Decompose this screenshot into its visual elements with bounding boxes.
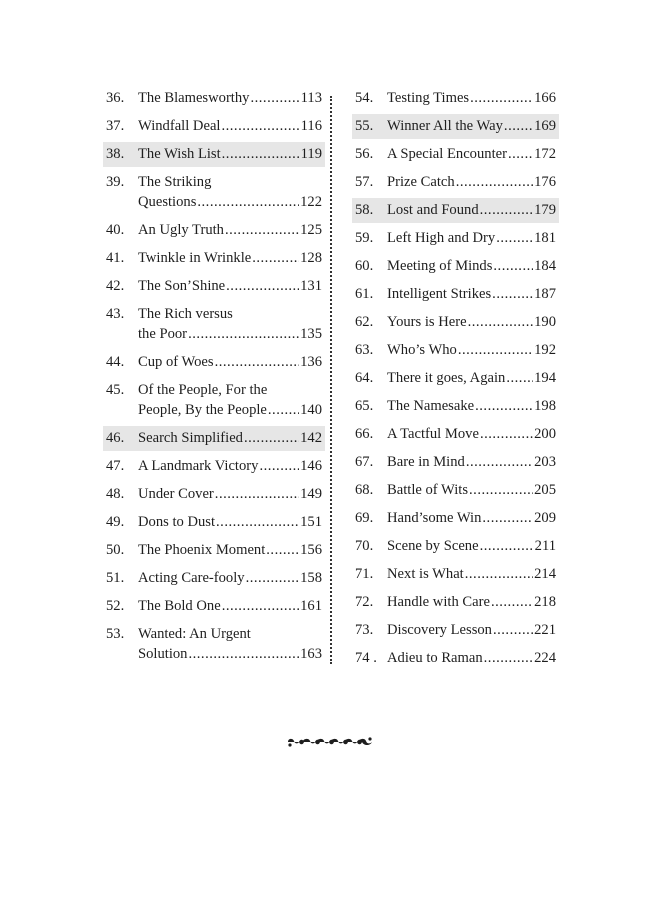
toc-entry-title: Wanted: An Urgent — [138, 626, 251, 642]
toc-entry-body — [138, 380, 325, 420]
dot-leader — [492, 284, 533, 304]
toc-entry-body — [387, 592, 559, 612]
toc-entry-number: 55. — [355, 118, 374, 134]
toc-entry-number: 63. — [355, 342, 374, 358]
toc-entry-line — [387, 452, 559, 472]
toc-entry-page: 176 — [534, 174, 556, 190]
toc-entry-title: Battle of Wits — [387, 482, 469, 498]
toc-entry-line — [387, 172, 559, 192]
toc-entry-number: 57. — [355, 174, 374, 190]
toc-entry[interactable] — [352, 226, 559, 251]
toc-entry-number: 68. — [355, 482, 374, 498]
toc-entry-line — [138, 568, 325, 588]
toc-entry[interactable] — [352, 142, 559, 167]
toc-entry-body — [138, 540, 325, 560]
toc-entry-page: 203 — [534, 454, 556, 470]
toc-entry-number: 49. — [106, 514, 125, 530]
toc-entry-line — [138, 172, 325, 192]
toc-entry-line — [387, 396, 559, 416]
dot-leader — [468, 312, 534, 332]
toc-entry[interactable] — [352, 506, 559, 531]
toc-entry-number: 50. — [106, 542, 125, 558]
toc-entry-title: A Special Encounter — [387, 146, 507, 162]
toc-entry-body — [387, 452, 559, 472]
toc-entry-page: 166 — [534, 90, 556, 106]
toc-entry-number: 53. — [106, 626, 125, 642]
toc-entry-page: 179 — [534, 202, 556, 218]
toc-entry-body — [387, 88, 559, 108]
toc-entry-body — [387, 200, 559, 220]
toc-entry-body — [138, 172, 325, 212]
toc-entry-body — [387, 396, 559, 416]
toc-entry-line — [387, 536, 559, 556]
toc-entry[interactable] — [103, 274, 325, 299]
toc-entry-page: 136 — [300, 354, 322, 370]
toc-entry-title: Windfall Deal — [138, 118, 221, 134]
toc-entry-page: 140 — [300, 402, 322, 418]
toc-entry[interactable] — [352, 394, 559, 419]
toc-entry-title: An Ugly Truth — [138, 222, 224, 238]
toc-entry[interactable] — [352, 254, 559, 279]
dot-leader — [493, 620, 533, 640]
toc-entry-body — [138, 88, 325, 108]
toc-entry-number: 61. — [355, 286, 374, 302]
toc-entry-body — [387, 228, 559, 248]
toc-entry-number: 54. — [355, 90, 374, 106]
toc-entry-body — [138, 568, 325, 588]
toc-entry-number: 42. — [106, 278, 125, 294]
toc-entry-body — [138, 484, 325, 504]
toc-entry[interactable] — [352, 478, 559, 503]
dot-leader — [480, 424, 533, 444]
toc-entry[interactable] — [103, 566, 325, 591]
toc-entry-line — [387, 256, 559, 276]
toc-entry-line — [138, 596, 325, 616]
toc-entry-title: The Namesake — [387, 398, 475, 414]
toc-entry-page: 119 — [300, 146, 322, 162]
toc-entry-body — [387, 648, 559, 668]
toc-entry-page: 224 — [534, 650, 556, 666]
toc-entry-page: 169 — [534, 118, 556, 134]
toc-entry-line — [387, 592, 559, 612]
dot-leader — [508, 144, 533, 164]
toc-entry-line — [387, 312, 559, 332]
toc-entry-number: 37. — [106, 118, 125, 134]
toc-entry-title: Who’s Who — [387, 342, 457, 358]
toc-entry-line — [138, 540, 325, 560]
dot-leader — [225, 220, 299, 240]
toc-entry-title: Under Cover — [138, 486, 214, 502]
toc-entry-title: the Poor — [138, 326, 188, 342]
toc-entry-number: 59. — [355, 230, 374, 246]
toc-entry[interactable] — [103, 246, 325, 271]
toc-entry[interactable] — [352, 646, 559, 671]
toc-entry-number: 41. — [106, 250, 125, 266]
toc-entry-title: The Rich versus — [138, 306, 233, 322]
toc-entry[interactable] — [352, 198, 559, 223]
dot-leader — [197, 192, 299, 212]
toc-entry-body — [387, 536, 559, 556]
dot-leader — [215, 484, 299, 504]
toc-entry-number: 66. — [355, 426, 374, 442]
toc-entry-line — [138, 512, 325, 532]
toc-entry-title: Left High and Dry — [387, 230, 496, 246]
toc-entry-title: The Wish List — [138, 146, 221, 162]
toc-entry-number: 64. — [355, 370, 374, 386]
column-divider — [330, 96, 332, 664]
toc-entry[interactable] — [352, 282, 559, 307]
toc-entry-title: A Landmark Victory — [138, 458, 259, 474]
toc-entry[interactable] — [352, 534, 559, 559]
toc-entry-body — [387, 256, 559, 276]
toc-entry-page: 211 — [534, 538, 556, 554]
toc-entry-body — [387, 144, 559, 164]
toc-entry-line — [138, 624, 325, 644]
dot-leader — [246, 568, 300, 588]
dot-leader — [469, 480, 533, 500]
toc-entry-number: 38. — [106, 146, 125, 162]
toc-entry-number: 40. — [106, 222, 125, 238]
toc-entry-page: 198 — [534, 398, 556, 414]
toc-entry-title: Discovery Lesson — [387, 622, 492, 638]
dot-leader — [250, 88, 299, 108]
toc-entry-title: Solution — [138, 646, 188, 662]
toc-entry-page: 209 — [534, 510, 556, 526]
toc-entry-number: 51. — [106, 570, 125, 586]
toc-entry[interactable] — [103, 378, 325, 423]
toc-entry-line — [387, 284, 559, 304]
toc-entry-title: People, By the People — [138, 402, 267, 418]
dot-leader — [458, 340, 533, 360]
toc-entry-title: Intelligent Strikes — [387, 286, 492, 302]
toc-entry-page: 192 — [534, 342, 556, 358]
dot-leader — [222, 144, 300, 164]
toc-entry-title: Hand’some Win — [387, 510, 482, 526]
toc-entry-line — [387, 340, 559, 360]
toc-entry-title: Twinkle in Wrinkle — [138, 250, 252, 266]
toc-entry-number: 60. — [355, 258, 374, 274]
dot-leader — [480, 536, 534, 556]
toc-entry-title: Bare in Mind — [387, 454, 465, 470]
toc-entry-line — [387, 620, 559, 640]
toc-entry[interactable] — [352, 422, 559, 447]
dot-leader — [222, 596, 299, 616]
toc-entry-body — [138, 276, 325, 296]
toc-entry-number: 73. — [355, 622, 374, 638]
toc-entry-title: Dons to Dust — [138, 514, 216, 530]
toc-entry-body — [138, 220, 325, 240]
toc-entry-title: Winner All the Way — [387, 118, 503, 134]
toc-entry-body — [387, 620, 559, 640]
dot-leader — [266, 540, 299, 560]
toc-entry[interactable] — [103, 622, 325, 667]
dot-leader — [482, 508, 533, 528]
toc-entry-page: 200 — [534, 426, 556, 442]
toc-entry-line — [387, 648, 559, 668]
dot-leader — [215, 352, 300, 372]
toc-entry[interactable] — [103, 86, 325, 111]
toc-entry-number: 44. — [106, 354, 125, 370]
toc-entry[interactable] — [352, 310, 559, 335]
toc-entry-body — [138, 596, 325, 616]
toc-entry-title: Of the People, For the — [138, 382, 268, 398]
toc-entry-page: 116 — [300, 118, 322, 134]
toc-entry-title: Yours is Here — [387, 314, 467, 330]
toc-entry-page: 156 — [300, 542, 322, 558]
toc-entry-page: 113 — [300, 90, 322, 106]
toc-entry-body — [387, 424, 559, 444]
toc-entry[interactable] — [352, 86, 559, 111]
toc-entry-line — [138, 248, 325, 268]
toc-entry-title: The Blamesworthy — [138, 90, 250, 106]
toc-entry-number: 65. — [355, 398, 374, 414]
toc-entry[interactable] — [103, 538, 325, 563]
toc-entry-line — [138, 456, 325, 476]
toc-entry[interactable] — [352, 562, 559, 587]
toc-column-right — [352, 86, 559, 674]
toc-entry-title: A Tactful Move — [387, 426, 479, 442]
toc-entry-body — [138, 512, 325, 532]
dot-leader — [188, 644, 299, 664]
toc-entry-body — [387, 564, 559, 584]
toc-entry-title: Adieu to Raman — [387, 650, 483, 666]
toc-entry[interactable] — [103, 302, 325, 347]
toc-entry-number: 71. — [355, 566, 374, 582]
toc-entry-line — [138, 380, 325, 400]
toc-entry-page: 125 — [300, 222, 322, 238]
toc-entry-page: 181 — [534, 230, 556, 246]
toc-entry-body — [138, 456, 325, 476]
toc-entry-body — [138, 144, 325, 164]
toc-entry-body — [387, 312, 559, 332]
toc-entry-line — [387, 228, 559, 248]
toc-entry-page: 172 — [534, 146, 556, 162]
dot-leader — [456, 172, 533, 192]
toc-entry[interactable] — [103, 482, 325, 507]
toc-entry-line — [138, 400, 325, 420]
toc-entry[interactable] — [352, 338, 559, 363]
toc-entry-title: Questions — [138, 194, 197, 210]
toc-entry[interactable] — [352, 170, 559, 195]
toc-entry-line — [387, 508, 559, 528]
toc-entry-body — [387, 116, 559, 136]
toc-entry-body — [138, 428, 325, 448]
dot-leader — [475, 396, 533, 416]
toc-column-left — [103, 86, 325, 670]
toc-entry[interactable] — [103, 426, 325, 451]
toc-entry-line — [138, 192, 325, 212]
toc-entry-number: 43. — [106, 306, 125, 322]
toc-entry-page: 135 — [300, 326, 322, 342]
toc-entry-line — [387, 564, 559, 584]
dot-leader — [480, 200, 533, 220]
toc-entry-body — [138, 352, 325, 372]
toc-entry-number: 74 . — [355, 650, 377, 666]
toc-entry-line — [387, 368, 559, 388]
toc-entry-page: 142 — [300, 430, 322, 446]
toc-entry[interactable] — [103, 170, 325, 215]
toc-entry[interactable] — [103, 218, 325, 243]
toc-entry-title: The Bold One — [138, 598, 221, 614]
toc-entry-title: Cup of Woes — [138, 354, 214, 370]
toc-entry-page: 205 — [534, 482, 556, 498]
toc-entry-number: 67. — [355, 454, 374, 470]
toc-entry-number: 47. — [106, 458, 125, 474]
toc-entry-page: 190 — [534, 314, 556, 330]
toc-entry-page: 163 — [300, 646, 322, 662]
toc-entry-body — [387, 172, 559, 192]
toc-entry-line — [138, 304, 325, 324]
dot-leader — [188, 324, 299, 344]
toc-entry-line — [138, 484, 325, 504]
toc-entry-line — [138, 644, 325, 664]
toc-entry[interactable] — [103, 350, 325, 375]
dot-leader — [252, 248, 299, 268]
toc-entry-page: 122 — [300, 194, 322, 210]
toc-entry-number: 39. — [106, 174, 125, 190]
dot-leader — [470, 88, 533, 108]
dot-leader — [259, 456, 299, 476]
toc-entry-body — [387, 368, 559, 388]
toc-entry[interactable] — [352, 590, 559, 615]
toc-entry[interactable] — [352, 618, 559, 643]
toc-entry-body — [138, 304, 325, 344]
toc-entry-page: 221 — [534, 622, 556, 638]
dot-leader — [484, 648, 533, 668]
dot-leader — [496, 228, 533, 248]
toc-entry-title: The Phoenix Moment — [138, 542, 266, 558]
toc-entry[interactable] — [103, 454, 325, 479]
toc-entry-body — [138, 248, 325, 268]
toc-entry-line — [138, 324, 325, 344]
toc-entry-line — [387, 88, 559, 108]
toc-entry-title: Meeting of Minds — [387, 258, 493, 274]
dot-leader — [506, 368, 533, 388]
toc-entry-number: 36. — [106, 90, 125, 106]
scroll-ornament-icon — [286, 735, 374, 749]
toc-entry-title: Scene by Scene — [387, 538, 479, 554]
dot-leader — [504, 116, 533, 136]
toc-entry-page: 214 — [534, 566, 556, 582]
toc-entry-title: Handle with Care — [387, 594, 490, 610]
toc-entry-line — [387, 480, 559, 500]
toc-entry-page: 146 — [300, 458, 322, 474]
toc-entry[interactable] — [103, 510, 325, 535]
toc-entry-line — [387, 144, 559, 164]
toc-entry-number: 46. — [106, 430, 125, 446]
toc-entry-body — [138, 116, 325, 136]
dot-leader — [493, 256, 533, 276]
toc-entry-page: 194 — [534, 370, 556, 386]
toc-entry-body — [387, 284, 559, 304]
toc-entry-body — [387, 508, 559, 528]
toc-entry-number: 69. — [355, 510, 374, 526]
toc-entry[interactable] — [103, 594, 325, 619]
toc-entry[interactable] — [352, 366, 559, 391]
dot-leader — [221, 116, 299, 136]
dot-leader — [226, 276, 299, 296]
toc-entry-title: Testing Times — [387, 90, 470, 106]
toc-entry-number: 45. — [106, 382, 125, 398]
toc-entry-line — [138, 276, 325, 296]
toc-entry-title: Acting Care-fooly — [138, 570, 245, 586]
toc-entry-body — [387, 340, 559, 360]
dot-leader — [466, 452, 533, 472]
dot-leader — [268, 400, 299, 420]
toc-entry-page: 187 — [534, 286, 556, 302]
toc-entry[interactable] — [352, 450, 559, 475]
toc-entry-page: 218 — [534, 594, 556, 610]
toc-entry-title: Next is What — [387, 566, 464, 582]
toc-entry-line — [138, 352, 325, 372]
dot-leader — [465, 564, 533, 584]
toc-entry[interactable] — [352, 114, 559, 139]
toc-entry-line — [387, 116, 559, 136]
toc-entry-number: 70. — [355, 538, 374, 554]
toc-entry-number: 72. — [355, 594, 374, 610]
toc-entry-page: 131 — [300, 278, 322, 294]
toc-entry-title: Lost and Found — [387, 202, 479, 218]
toc-entry-title: The Striking — [138, 174, 212, 190]
toc-entry-number: 52. — [106, 598, 125, 614]
toc-entry-body — [387, 480, 559, 500]
toc-entry-line — [387, 200, 559, 220]
toc-entry-title: Search Simplified — [138, 430, 243, 446]
toc-entry-line — [138, 88, 325, 108]
toc-entry-title: Prize Catch — [387, 174, 455, 190]
toc-entry-body — [138, 624, 325, 664]
dot-leader — [491, 592, 533, 612]
toc-entry-page: 151 — [300, 514, 322, 530]
toc-entry-number: 56. — [355, 146, 374, 162]
toc-entry-page: 149 — [300, 486, 322, 502]
toc-entry-line — [138, 116, 325, 136]
toc-entry-number: 48. — [106, 486, 125, 502]
toc-entry-title: The Son’Shine — [138, 278, 226, 294]
toc-entry-number: 58. — [355, 202, 374, 218]
toc-entry-line — [138, 144, 325, 164]
toc-entry-page: 184 — [534, 258, 556, 274]
toc-entry-page: 158 — [300, 570, 322, 586]
toc-entry-title: There it goes, Again — [387, 370, 506, 386]
toc-entry-number: 62. — [355, 314, 374, 330]
toc-entry-line — [387, 424, 559, 444]
toc-entry-page: 128 — [300, 250, 322, 266]
dot-leader — [216, 512, 299, 532]
toc-entry[interactable] — [103, 142, 325, 167]
toc-entry[interactable] — [103, 114, 325, 139]
toc-entry-line — [138, 220, 325, 240]
toc-entry-line — [138, 428, 325, 448]
toc-entry-page: 161 — [300, 598, 322, 614]
dot-leader — [244, 428, 299, 448]
